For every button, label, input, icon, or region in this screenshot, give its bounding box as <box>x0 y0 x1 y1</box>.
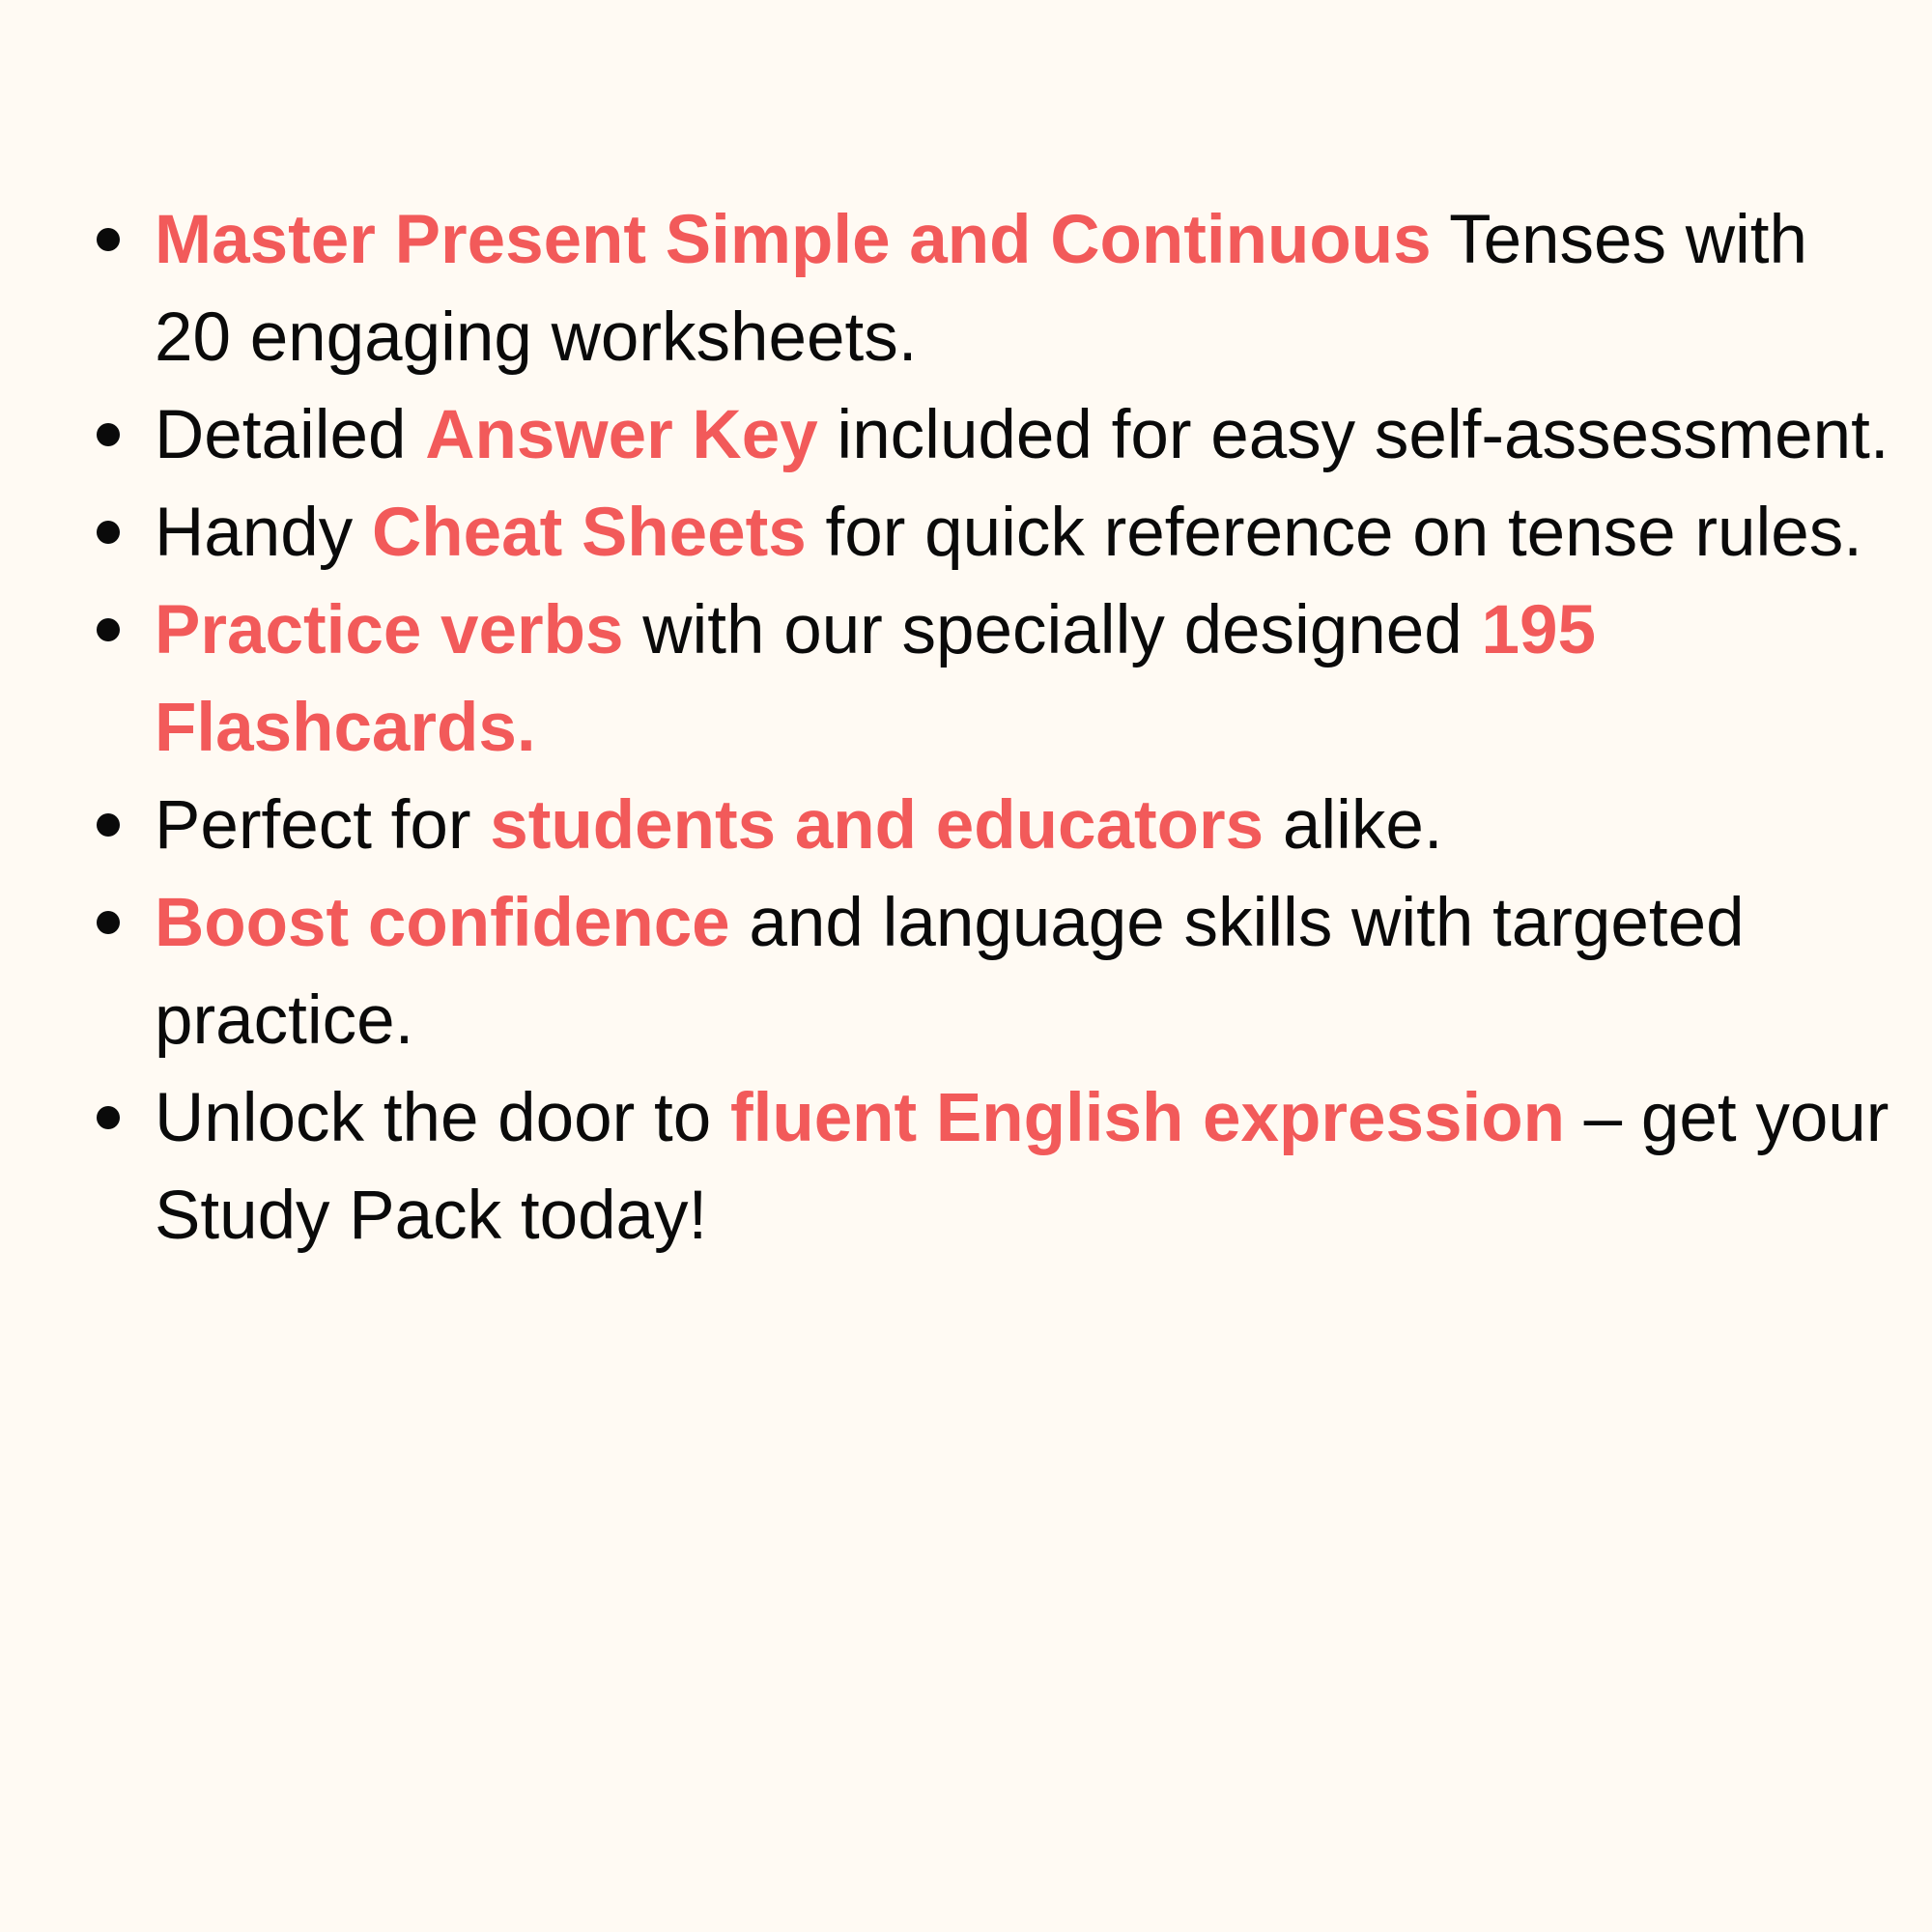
feature-text: Tenses with 20 engaging worksheets. <box>155 202 1808 376</box>
feature-prefix: Unlock the door to <box>155 1080 730 1156</box>
feature-item-answer-key <box>155 386 1893 484</box>
bullet-icon <box>97 228 120 251</box>
bullet-icon <box>97 521 120 544</box>
feature-item-audience <box>155 777 1893 874</box>
feature-list <box>155 191 1893 1264</box>
feature-item-flashcards <box>155 582 1893 777</box>
feature-highlight: students and educators <box>490 787 1264 864</box>
bullet-icon <box>97 1106 120 1129</box>
bullet-icon <box>97 618 120 641</box>
feature-highlight: fluent English expression <box>729 1080 1565 1156</box>
feature-text: and language skills with targeted practice. <box>155 885 1745 1059</box>
feature-text: for quick reference on tense rules. <box>806 495 1862 571</box>
feature-item-worksheets <box>155 191 1893 386</box>
feature-text: alike. <box>1264 787 1443 864</box>
feature-prefix: Perfect for <box>155 787 491 864</box>
feature-item-cheat-sheets <box>155 484 1893 582</box>
feature-highlight-flashcards: 195 Flashcards. <box>155 592 1596 766</box>
feature-highlight: Boost confidence <box>155 885 730 961</box>
feature-highlight: Practice verbs <box>155 592 624 668</box>
feature-text: – get your Study Pack today! <box>155 1080 1889 1254</box>
feature-item-confidence <box>155 874 1893 1069</box>
bullet-icon <box>97 423 120 446</box>
feature-highlight: Cheat Sheets <box>371 495 807 571</box>
feature-text: included for easy self-assessment. <box>817 397 1889 473</box>
bullet-icon <box>97 813 120 837</box>
feature-item-call-to-action <box>155 1069 1893 1264</box>
feature-highlight: Master Present Simple and Continuous <box>155 202 1432 278</box>
feature-prefix: Detailed <box>155 397 426 473</box>
feature-text: with our specially designed <box>623 592 1482 668</box>
feature-highlight: Answer Key <box>425 397 818 473</box>
feature-prefix: Handy <box>155 495 372 571</box>
bullet-icon <box>97 911 120 934</box>
